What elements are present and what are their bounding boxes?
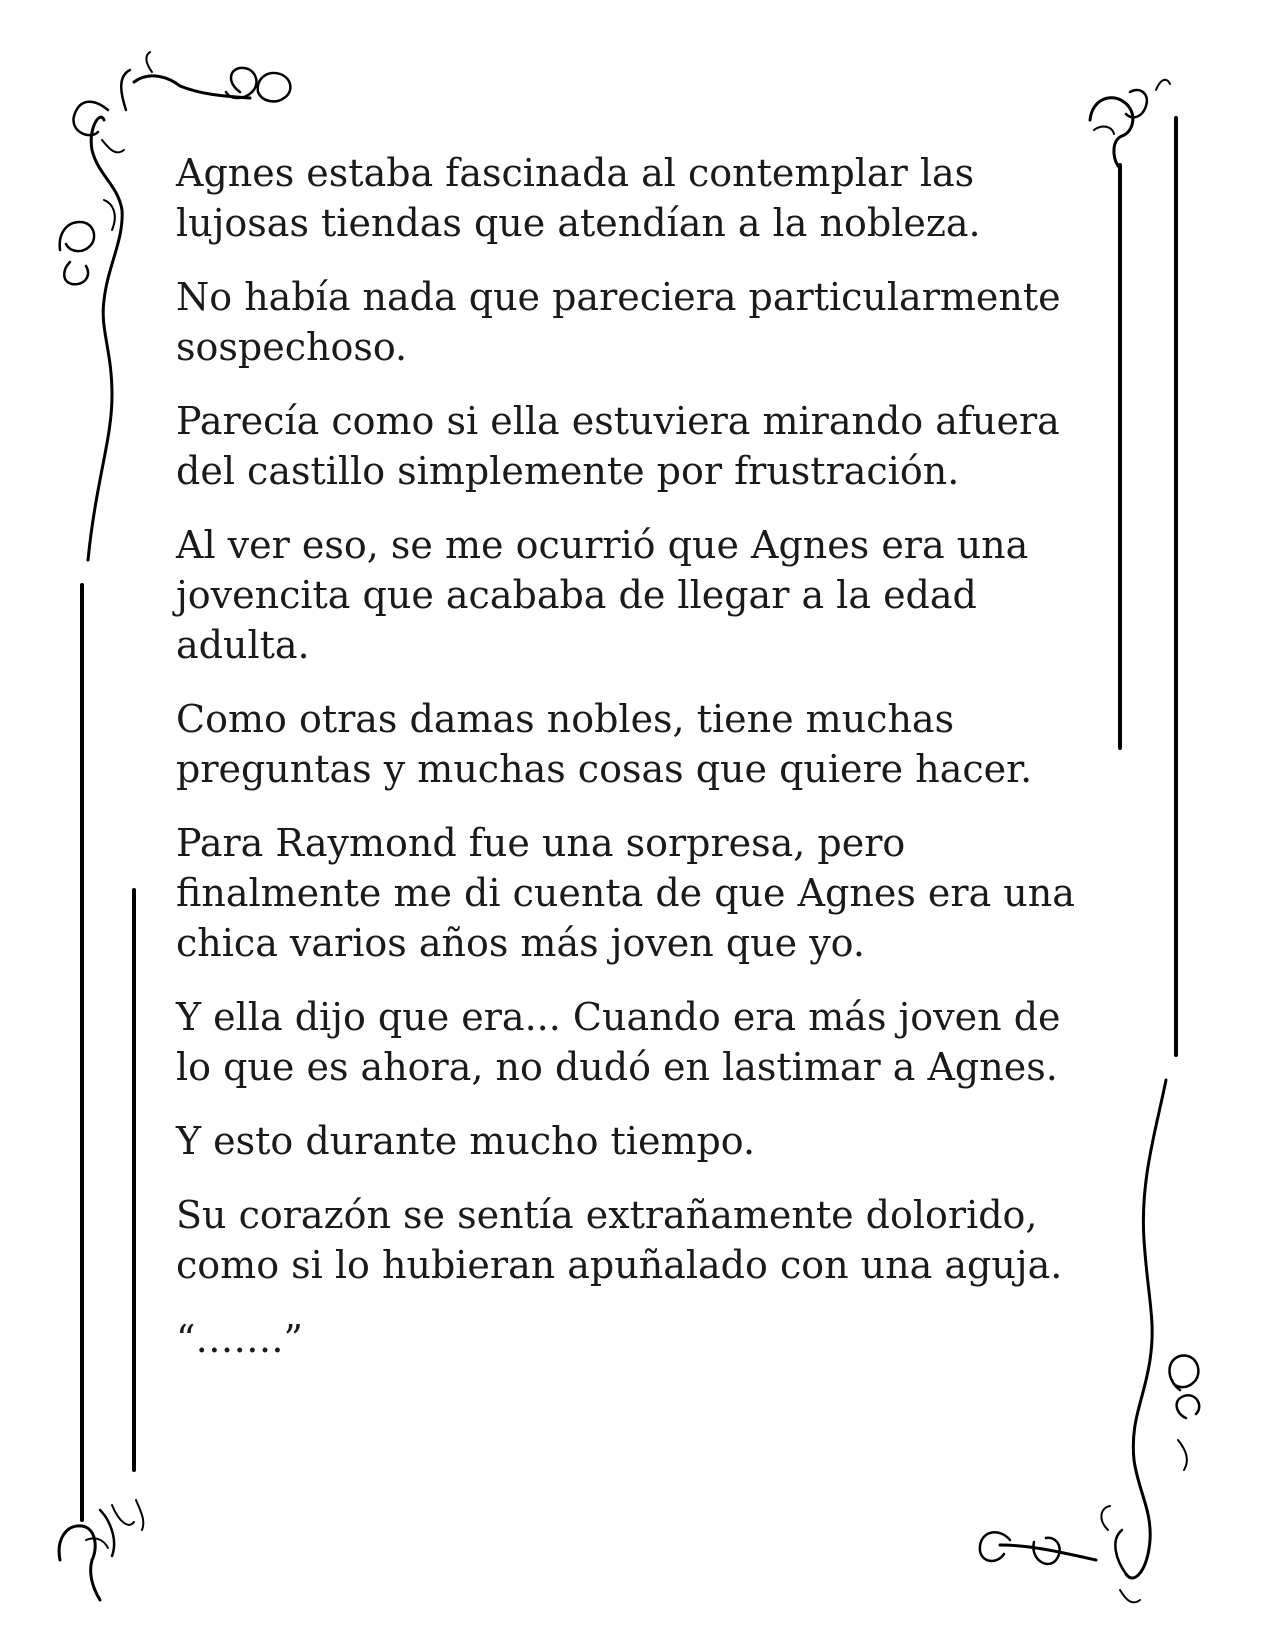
bottom-left-flourish-ornament [59, 1500, 143, 1600]
paragraph-8: Y esto durante mucho tiempo. [176, 1119, 756, 1163]
left-border-lines-ornament [82, 585, 134, 1520]
paragraph-2: No había nada que pareciera particularmente sospechoso. [176, 275, 1061, 369]
paragraph-3: Parecía como si ella estuviera mirando afuera del castillo simplemente por frustración. [176, 399, 1060, 493]
paragraph-7: Y ella dijo que era... Cuando era más joven de lo que es ahora, no dudó en lastimar a Agnes. [176, 995, 1061, 1089]
right-border-lines-ornament [1120, 118, 1176, 1055]
paragraph-5: Como otras damas nobles, tiene muchas preguntas y muchas cosas que quiere hacer. [176, 697, 1033, 791]
paragraph-6: Para Raymond fue una sorpresa, pero finalmente me di cuenta de que Agnes era una chica varios años más joven que yo. [176, 821, 1075, 965]
paragraph-1: Agnes estaba fascinada al contemplar las lujosas tiendas que atendían a la nobleza. [176, 151, 981, 245]
paragraph-4: Al ver eso, se me ocurrió que Agnes era una jovencita que acababa de llegar a la edad adulta. [176, 523, 1029, 667]
paragraph-10-ellipsis: “…….” [176, 1317, 303, 1361]
text-body [176, 148, 1106, 1388]
paragraph-9: Su corazón se sentía extrañamente dolorido, como si lo hubieran apuñalado con una aguja. [176, 1193, 1063, 1287]
